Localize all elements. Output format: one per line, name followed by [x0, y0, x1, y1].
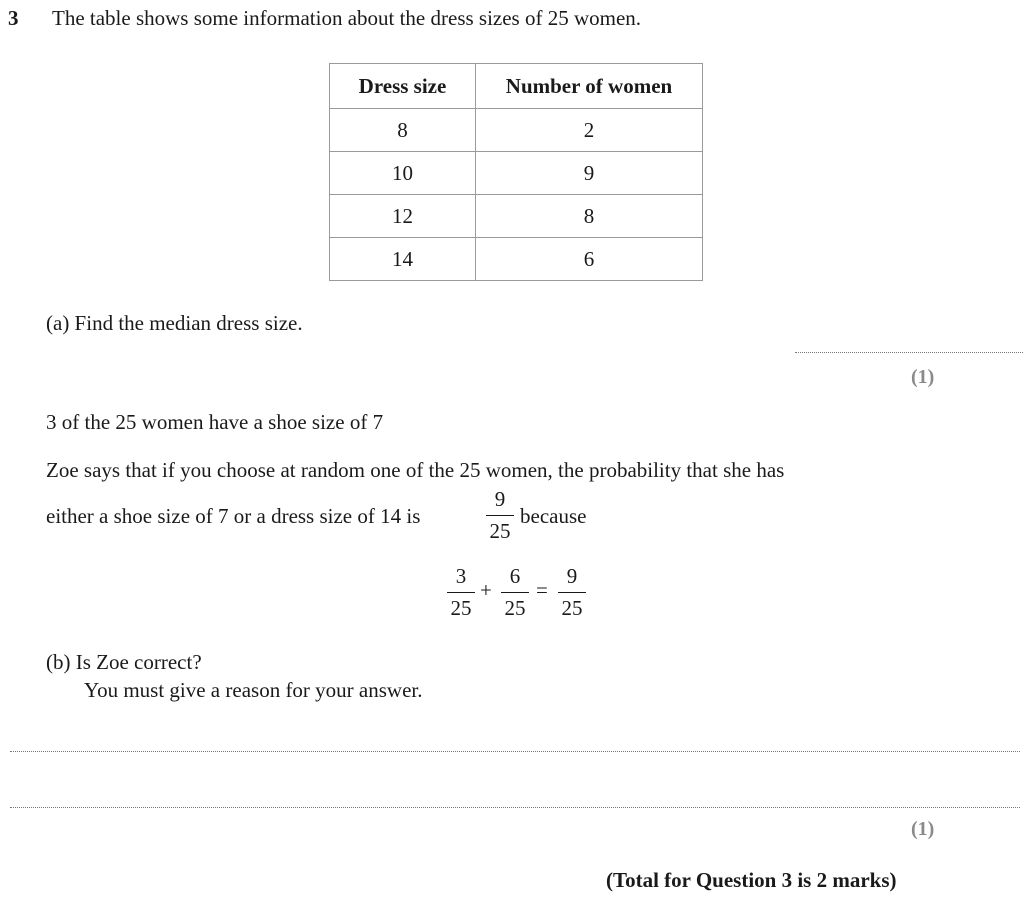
plus-sign: +: [480, 578, 492, 602]
header-number-of-women: Number of women: [476, 64, 703, 109]
table-row: [330, 152, 703, 195]
cell-dress-size: 14: [330, 238, 476, 281]
fraction-denominator: 25: [561, 596, 583, 620]
fraction-numerator: 9: [566, 564, 578, 588]
fraction-denominator: 25: [504, 596, 526, 620]
equation-term2: [501, 566, 529, 619]
part-b-instruction: You must give a reason for your answer.: [84, 678, 423, 702]
table-row: [330, 109, 703, 152]
equation-term1: [447, 566, 475, 619]
part-b-marks: (1): [911, 818, 935, 840]
fraction-numerator: 9: [494, 487, 506, 511]
part-a-marks: (1): [911, 366, 935, 388]
fraction-denominator: 25: [489, 519, 511, 543]
zoe-statement-line2: either a shoe size of 7 or a dress size of 14 is: [46, 504, 421, 528]
shoe-size-statement: 3 of the 25 women have a shoe size of 7: [46, 410, 384, 434]
fraction-denominator: 25: [450, 596, 472, 620]
equation-result: [558, 566, 586, 619]
cell-dress-size: 12: [330, 195, 476, 238]
table-header-row: [330, 64, 703, 109]
table-row: [330, 238, 703, 281]
table-row: [330, 195, 703, 238]
cell-dress-size: 8: [330, 109, 476, 152]
part-b-answer-line-1[interactable]: [10, 751, 1020, 752]
question-number: 3: [8, 6, 19, 30]
equals-sign: =: [536, 578, 548, 602]
part-b-answer-line-2[interactable]: [10, 807, 1020, 808]
fraction-numerator: 6: [509, 564, 521, 588]
part-a-answer-line[interactable]: [795, 352, 1023, 353]
cell-number-of-women: 8: [476, 195, 703, 238]
because-text: because: [520, 504, 587, 528]
part-b-question: (b) Is Zoe correct?: [46, 650, 202, 674]
zoe-probability-fraction: [486, 489, 514, 542]
cell-number-of-women: 2: [476, 109, 703, 152]
header-dress-size: Dress size: [330, 64, 476, 109]
question-intro: The table shows some information about the dress sizes of 25 women.: [52, 6, 642, 30]
part-a-question: (a) Find the median dress size.: [46, 311, 303, 335]
zoe-statement-line1: Zoe says that if you choose at random one of the 25 women, the probability that she has: [46, 458, 785, 482]
cell-dress-size: 10: [330, 152, 476, 195]
cell-number-of-women: 6: [476, 238, 703, 281]
dress-size-table: [329, 63, 703, 281]
fraction-numerator: 3: [455, 564, 467, 588]
total-marks: (Total for Question 3 is 2 marks): [606, 868, 897, 892]
cell-number-of-women: 9: [476, 152, 703, 195]
